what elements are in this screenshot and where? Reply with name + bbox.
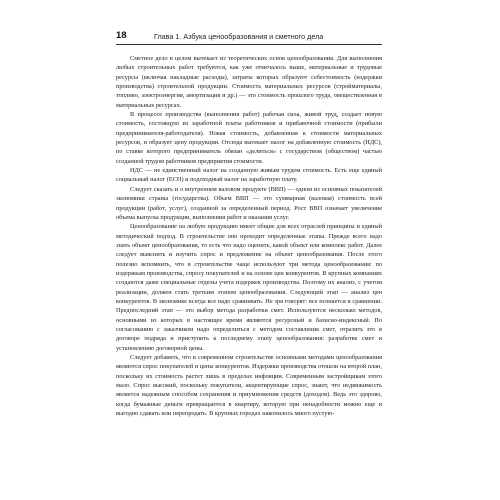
paragraph: Следует добавить, что в современном строительстве основными методами ценообразования являются спрос покупателей и цены конкурентов. Издержки производства отошли на второй план, поскольку их стоимость растет лишь в пределах инфляции. Современным застройщикам этого мало. Спрос высокий, поскольку покупатели, акцентирующие спрос, знают, что недвижимость является надежным способом сохранения и приумножения средств (доходов). Ведь это здорово, когда бумажные деньги превращаются в квартиру, которую при ненадобности можно еще и выгодно сдавать или перепродать. В крупных городах накопилось много пустую- <box>116 354 382 418</box>
paragraph: НДС — не единственный налог на созданную живым трудом стоимость. Есть еще единый социальный налог (ЕСН) и подоходный налог на заработную плату. <box>116 167 382 184</box>
header-divider <box>116 44 382 45</box>
paragraph: В процессе производства (выполнения работ) рабочая сила, живой труд, создает новую стоимость, состоящую из заработной платы работников и прибавочной стоимости (прибыли предпринимателя-работодателя). Новая стоимость, добавленная к стоимости материальных ресурсов, и образует цену продукции. Отсюда вытекает налог на добавленную стоимость (НДС), по ставке которого предприниматель обязан «делиться» с государством (обществом) частью созданной трудом работников предприятия стоимости. <box>116 111 382 165</box>
paragraph: Сметное дело в целом вытекает из теоретических основ ценообразования. Для выполнения любых строительных работ требуются, как уже отмечалось выше, материальные и трудовые ресурсы (включая накладные расходы), затраты которых образуют себестоимость (издержки производства) строительной продукции. Стоимость материальных ресурсов (стройматериалы, топливо, электроэнергия, амортизация и др.) — это стоимость прошлого труда, овеществленная в материальных ресурсах. <box>116 55 382 109</box>
page-header <box>116 30 382 43</box>
paragraph: Следует сказать и о внутреннем валовом продукте (ВВП) — одном из основных показателей экономики страны (государства). Объем ВВП — это суммарная (валовая) стоимость всей продукции (работ, услуг), созданной за определенный период. Рост ВВП означает увеличение объема выпуска продукции, выполнения работ и оказания услуг. <box>116 185 382 221</box>
page-number: 18 <box>116 30 127 41</box>
body-text <box>116 54 382 418</box>
chapter-title: Глава 1. Азбука ценообразования и сметного дела <box>154 32 324 41</box>
paragraph: Ценообразование на любую продукцию имеет общие для всех отраслей принципы и единый методический подход. В строительстве оно проходит определенные этапы. Прежде всего надо знать объект ценообразования, то есть что надо оценить, какой объект или комплекс работ. Далее следует выяснить и изучить спрос и предложение на объект ценообразования. После этого полезно вспомнить, что в строительстве чаще используют три метода ценообразования: по издержкам производства, спросу покупателей и на основе цен конкурентов. В крупных компаниях создаются даже специальные отделы учета издержек производства. Поэтому их анализ, с учетом реализации, должен стать третьим этапом ценообразования. Следующий этап — анализ цен конкурентов. В экономике всегда все надо сравнивать. Не зря говорят: все познается в сравнении. Предпоследний этап — это выбор метода разработки смет. Используются несколько методов, основными из которых в настоящее время являются ресурсный и базисно-индексный. По согласованию с заказчиком надо определиться с методом составления смет, отразить это в договоре подряда и приступить к последнему этапу ценообразования: разработке смет и установлению договорной цены. <box>116 223 382 352</box>
